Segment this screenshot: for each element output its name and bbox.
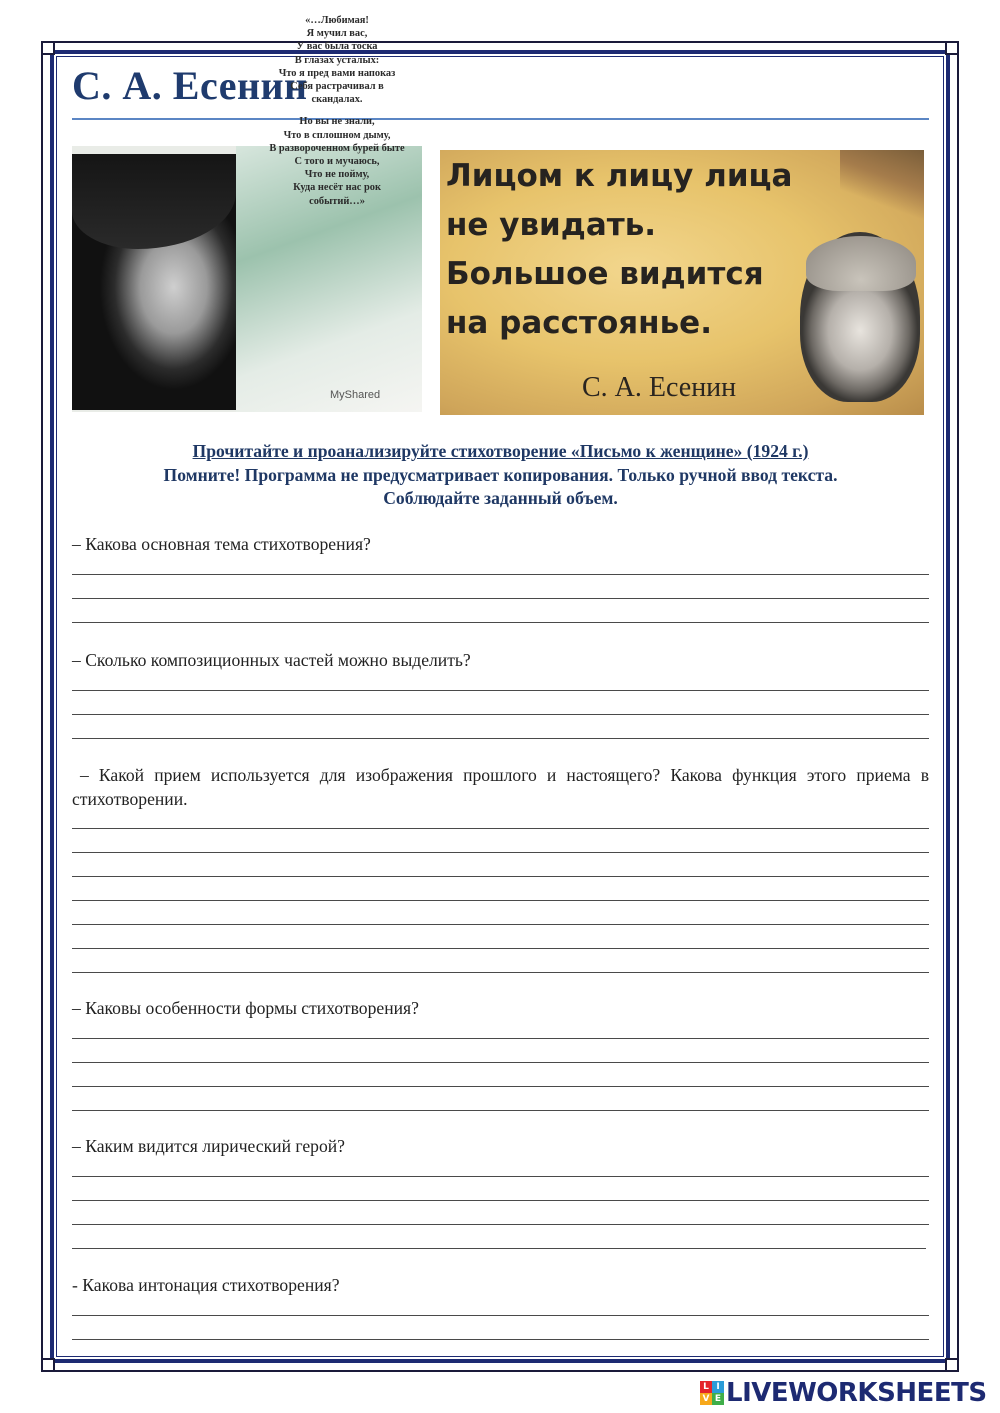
poem-line: событий…»: [309, 195, 365, 207]
poem-line: В глазах усталых:: [294, 54, 380, 66]
answer-line[interactable]: [72, 1339, 929, 1340]
esenin-hair-shade: [806, 236, 916, 291]
liveworksheets-logo-icon: [700, 1381, 724, 1405]
frame-corner-bottom-left: [41, 1358, 55, 1372]
answer-line[interactable]: [72, 1086, 929, 1087]
instruction-volume: Соблюдайте заданный объем.: [383, 488, 618, 508]
question-3: – Какой прием используется для изображения прошлого и настоящего? Какова функция этого приема в стихотворении.: [72, 765, 929, 809]
torn-paper-corner: [840, 150, 924, 220]
frame-corner-bottom-right: [945, 1358, 959, 1372]
quote-signature: С. А. Есенин: [582, 372, 737, 403]
poem-line: Я мучил вас,: [306, 28, 368, 40]
quote-image: [440, 150, 924, 415]
instructions: [72, 440, 929, 511]
brand-text: LIVEWORKSHEETS: [726, 1378, 987, 1408]
quote-line: Большое видится: [446, 256, 764, 292]
poem-line: В развороченном бурей быте: [269, 142, 405, 154]
quote-line: не увидать.: [446, 207, 657, 243]
answer-line[interactable]: [72, 1176, 929, 1177]
answer-line[interactable]: [72, 1200, 929, 1201]
logo-letter: I: [712, 1381, 724, 1393]
answer-line[interactable]: [72, 900, 929, 901]
answer-line[interactable]: [72, 598, 929, 599]
logo-letter: E: [712, 1393, 724, 1405]
answer-line[interactable]: [72, 622, 929, 623]
answer-line[interactable]: [72, 828, 929, 829]
title-underline: [72, 118, 929, 120]
answer-line[interactable]: [72, 1038, 929, 1039]
poem-line: скандалах.: [311, 94, 363, 106]
liveworksheets-brand: [700, 1378, 987, 1408]
poem-line: «…Любимая!: [305, 15, 369, 26]
question-1: – Какова основная тема стихотворения?: [72, 534, 371, 554]
poem-line: Себя растрачивал в: [290, 81, 384, 93]
frame-corner-top-left: [41, 41, 55, 55]
answer-line[interactable]: [72, 1315, 929, 1316]
poem-line: У вас была тоска: [296, 41, 378, 53]
quote-line: на расстоянье.: [446, 305, 712, 341]
answer-line[interactable]: [72, 948, 929, 949]
poem-excerpt: [252, 14, 422, 208]
instruction-warning: Помните! Программа не предусматривает копирования. Только ручной ввод текста.: [163, 464, 838, 485]
instruction-task: Прочитайте и проанализируйте стихотворение «Письмо к женщине» (1924 г.): [192, 441, 809, 461]
question-4: – Каковы особенности формы стихотворения?: [72, 998, 419, 1018]
logo-letter: L: [700, 1381, 712, 1393]
answer-line[interactable]: [72, 574, 929, 575]
esenin-quote: [446, 152, 792, 348]
answer-line[interactable]: [72, 876, 929, 877]
quote-line: Лицом к лицу лица: [446, 158, 793, 194]
poem-line: Что не пойму,: [304, 169, 370, 181]
answer-line[interactable]: [72, 1224, 929, 1225]
answer-line[interactable]: [72, 738, 929, 739]
poem-line: Что в сплошном дыму,: [283, 129, 391, 141]
myshared-watermark: MyShared: [330, 389, 381, 401]
poem-line: Куда несёт нас рок: [293, 182, 381, 194]
question-2: – Сколько композиционных частей можно выделить?: [72, 650, 471, 670]
answer-line[interactable]: [72, 690, 929, 691]
answer-line[interactable]: [72, 1248, 926, 1249]
answer-line[interactable]: [72, 1062, 929, 1063]
logo-letter: V: [700, 1393, 712, 1405]
question-5: – Каким видится лирический герой?: [72, 1136, 345, 1156]
page-title: С. А. Есенин: [72, 63, 308, 108]
poem-line: Но вы не знали,: [299, 116, 375, 128]
answer-line[interactable]: [72, 852, 929, 853]
question-6: - Какова интонация стихотворения?: [72, 1275, 340, 1295]
answer-line[interactable]: [72, 924, 929, 925]
frame-corner-top-right: [945, 41, 959, 55]
answer-line[interactable]: [72, 972, 929, 973]
poem-line: С того и мучаюсь,: [294, 156, 380, 168]
answer-line[interactable]: [72, 714, 929, 715]
answer-line[interactable]: [72, 1110, 929, 1111]
poem-line: Что я пред вами напоказ: [278, 67, 396, 79]
